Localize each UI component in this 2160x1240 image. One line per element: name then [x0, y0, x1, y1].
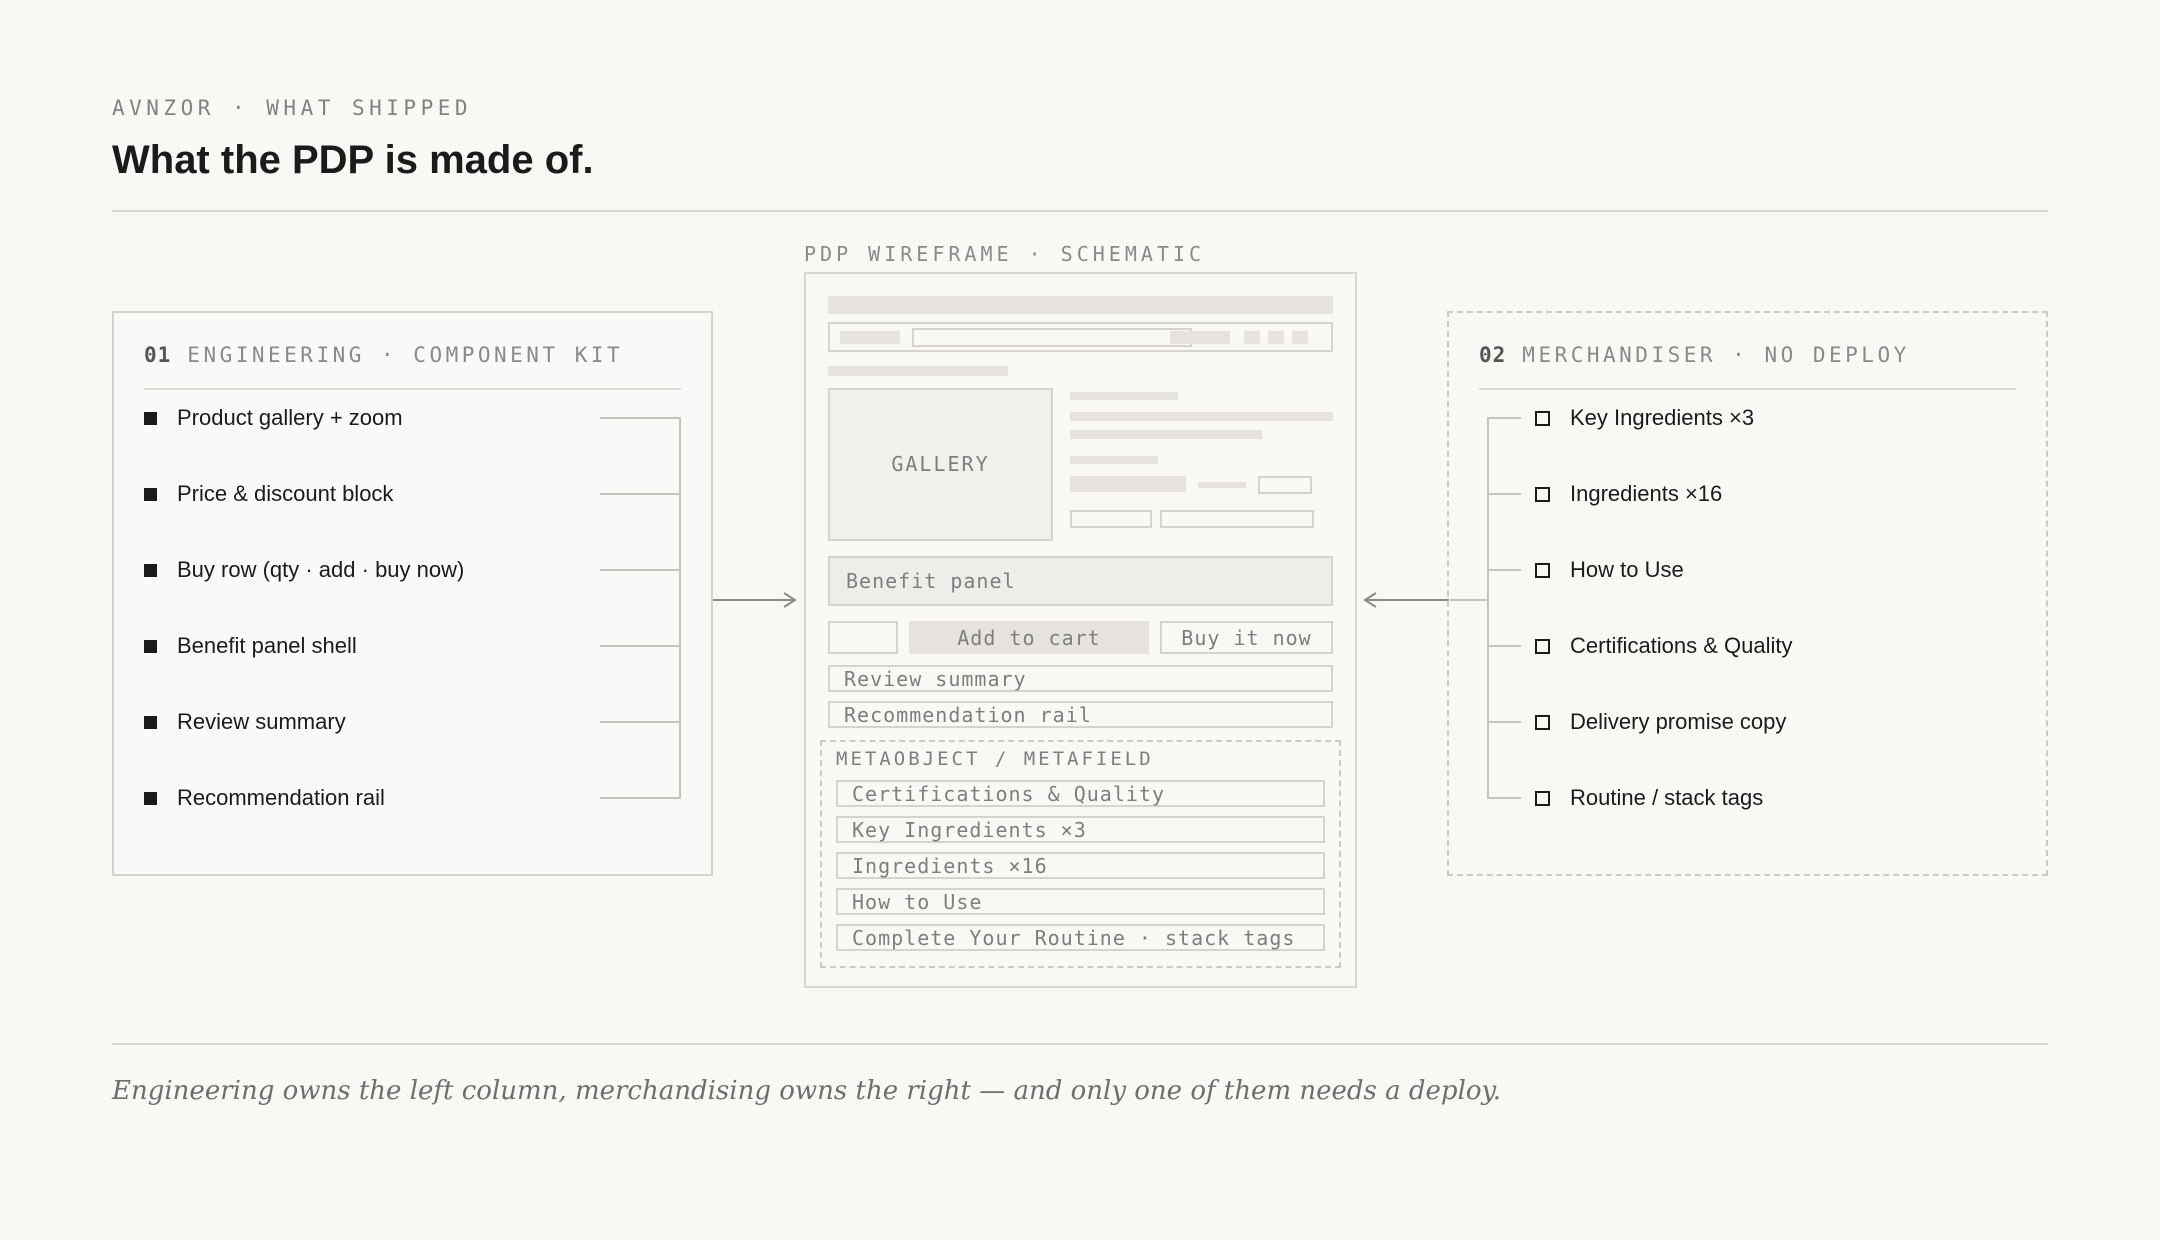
page-title: What the PDP is made of. — [112, 138, 594, 182]
empty-square-icon — [1535, 563, 1550, 578]
connector-line — [1487, 721, 1521, 723]
benefit-panel-placeholder — [828, 556, 1333, 606]
item-label: Benefit panel shell — [177, 633, 357, 658]
breadcrumb-placeholder — [828, 366, 1008, 376]
buy-it-now-button[interactable] — [1160, 621, 1333, 654]
item-label: Ingredients ×16 — [1570, 481, 1723, 506]
eyebrow: AVNZOR · WHAT SHIPPED — [112, 96, 473, 120]
empty-square-icon — [1535, 487, 1550, 502]
header-divider — [112, 210, 2048, 212]
connector-line — [600, 569, 681, 571]
vendor-placeholder — [1070, 392, 1178, 400]
item-label: Product gallery + zoom — [177, 405, 403, 430]
arrow-left-icon — [1360, 590, 1452, 610]
connector-line — [600, 493, 681, 495]
metaobject-item-label: Ingredients ×16 — [852, 853, 1048, 878]
variant-placeholder — [1070, 510, 1152, 528]
panel-title: MERCHANDISER · NO DEPLOY — [1522, 343, 1910, 367]
metaobject-item-label: Certifications & Quality — [852, 781, 1165, 806]
panel-divider — [144, 388, 681, 390]
recommendation-rail-placeholder — [828, 701, 1333, 728]
engineering-item-buy-row — [144, 555, 464, 585]
metaobject-item-label: Complete Your Routine · stack tags — [852, 925, 1296, 950]
metaobject-item — [836, 924, 1325, 951]
engineering-item-price — [144, 479, 393, 509]
engineering-panel-heading — [144, 343, 623, 367]
filled-square-icon — [144, 412, 157, 425]
announcement-bar — [828, 296, 1333, 314]
connector-line — [600, 417, 681, 419]
connector-line — [600, 645, 681, 647]
item-label: Routine / stack tags — [1570, 785, 1764, 810]
metaobject-item-label: How to Use — [852, 889, 983, 914]
item-label: Delivery promise copy — [1570, 709, 1787, 734]
filled-square-icon — [144, 488, 157, 501]
compare-price-placeholder — [1198, 482, 1246, 488]
add-to-cart-button[interactable] — [909, 621, 1149, 654]
nav-links-placeholder — [1170, 331, 1230, 344]
panel-number: 02 — [1479, 343, 1507, 367]
pdp-wireframe — [804, 272, 1357, 988]
panel-divider — [1479, 388, 2016, 390]
item-label: Review summary — [177, 709, 346, 734]
connector-line — [1487, 797, 1521, 799]
filled-square-icon — [144, 640, 157, 653]
metaobject-item — [836, 780, 1325, 807]
metaobject-item — [836, 888, 1325, 915]
footer-divider — [112, 1043, 2048, 1045]
filled-square-icon — [144, 792, 157, 805]
merchandiser-item-certifications — [1535, 631, 1793, 661]
empty-square-icon — [1535, 791, 1550, 806]
merchandiser-item-routine — [1535, 783, 1763, 813]
engineering-item-gallery — [144, 403, 403, 433]
connector-line — [1487, 493, 1521, 495]
metaobject-item-label: Key Ingredients ×3 — [852, 817, 1087, 842]
product-title-placeholder — [1070, 430, 1262, 439]
wireframe-label: PDP WIREFRAME · SCHEMATIC — [804, 242, 1206, 266]
connector-line — [1487, 645, 1521, 647]
metaobject-item — [836, 816, 1325, 843]
filled-square-icon — [144, 716, 157, 729]
item-label: How to Use — [1570, 557, 1684, 582]
logo-placeholder — [840, 331, 900, 344]
item-label: Certifications & Quality — [1570, 633, 1793, 658]
item-label: Recommendation rail — [177, 785, 385, 810]
connector-line — [1450, 599, 1489, 601]
recommendation-rail-label: Recommendation rail — [844, 702, 1092, 727]
connector-line — [1487, 569, 1521, 571]
item-label: Buy row (qty · add · buy now) — [177, 557, 465, 582]
variant-placeholder — [1160, 510, 1314, 528]
arrow-right-icon — [710, 590, 810, 610]
benefit-panel-label: Benefit panel — [846, 569, 1016, 593]
engineering-item-benefit — [144, 631, 357, 661]
quantity-placeholder — [828, 621, 898, 654]
merchandiser-panel-heading — [1479, 343, 1910, 367]
metaobject-title: METAOBJECT / METAFIELD — [836, 748, 1154, 770]
gallery-label: GALLERY — [891, 452, 990, 476]
connector-spine — [679, 417, 681, 799]
nav-icon-placeholder — [1292, 331, 1308, 344]
panel-number: 01 — [144, 343, 172, 367]
filled-square-icon — [144, 564, 157, 577]
merchandiser-item-delivery — [1535, 707, 1786, 737]
nav-icon-placeholder — [1268, 331, 1284, 344]
item-label: Price & discount block — [177, 481, 394, 506]
empty-square-icon — [1535, 411, 1550, 426]
merchandiser-item-how-to-use — [1535, 555, 1684, 585]
connector-spine — [1487, 417, 1489, 799]
search-placeholder — [912, 328, 1192, 347]
merchandiser-item-ingredients — [1535, 479, 1722, 509]
add-to-cart-label: Add to cart — [957, 625, 1101, 650]
empty-square-icon — [1535, 715, 1550, 730]
connector-line — [600, 797, 681, 799]
discount-badge-placeholder — [1258, 476, 1312, 494]
nav-icon-placeholder — [1244, 331, 1260, 344]
connector-line — [1487, 417, 1521, 419]
price-placeholder — [1070, 476, 1186, 492]
product-title-placeholder — [1070, 412, 1333, 421]
review-summary-placeholder — [828, 665, 1333, 692]
buy-it-now-label: Buy it now — [1181, 625, 1312, 650]
metaobject-group — [820, 740, 1341, 968]
review-summary-label: Review summary — [844, 666, 1027, 691]
panel-title: ENGINEERING · COMPONENT KIT — [187, 343, 624, 367]
metaobject-item — [836, 852, 1325, 879]
item-label: Key Ingredients ×3 — [1570, 405, 1755, 430]
footer-caption: Engineering owns the left column, merchandising owns the right — and only one of them needs a deploy. — [112, 1076, 1502, 1106]
empty-square-icon — [1535, 639, 1550, 654]
rating-placeholder — [1070, 456, 1158, 464]
gallery-placeholder — [828, 388, 1053, 541]
engineering-item-recommendation — [144, 783, 385, 813]
engineering-item-review — [144, 707, 346, 737]
merchandiser-item-key-ingredients — [1535, 403, 1754, 433]
connector-line — [600, 721, 681, 723]
